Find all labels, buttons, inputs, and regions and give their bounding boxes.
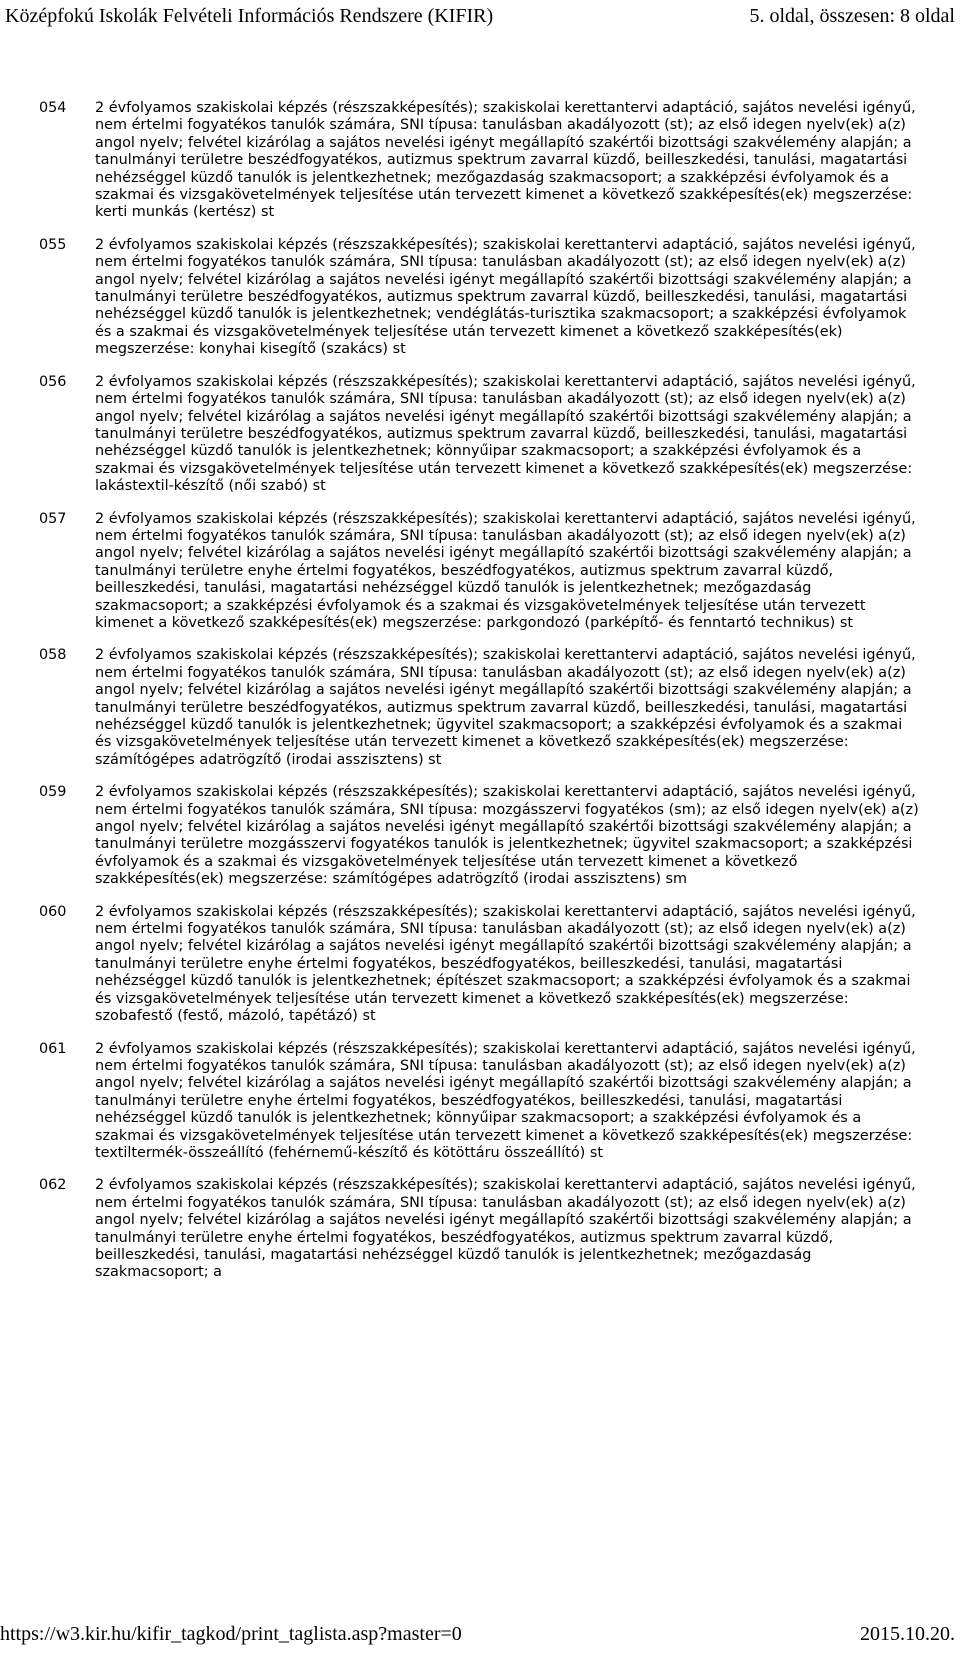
program-description: 2 évfolyamos szakiskolai képzés (részszakképesítés); szakiskolai kerettantervi adaptáció, sajátos nevelési igényű, nem értelmi fogyatékos tanulók számára, SNI típusa: tanulásban akadályozott (st); az első idegen nyelv(ek) a(z) angol nyelv; felvétel kizárólag a sajátos nevelési igényt megállapító szakértői bizottsági szakvélemény alapján; a tanulmányi területre enyhe értelmi fogyatékos, beszédfogyatékos, autizmus spektrum zavarral küzdő, beilleszkedési, tanulási, magatartási nehézséggel küzdő tanulók is jelentkezhetnek; mezőgazdaság szakmacsoport; a szakképzési évfolyamok és a szakmai és vizsgakövetelmények teljesítése után tervezett kimenet a következő szakképesítés(ek) megszerzése: parkgondozó (parképítő- és fenntartó technikus) st xyxy=(95,510,916,631)
program-code: 059 xyxy=(39,784,67,801)
list-item xyxy=(39,904,919,1026)
print-date: 2015.10.20. xyxy=(860,1623,955,1645)
list-item xyxy=(39,1177,919,1281)
program-code: 058 xyxy=(39,647,67,664)
document-title: Középfokú Iskolák Felvételi Információs Rendszere (KIFIR) xyxy=(5,5,494,27)
program-description: 2 évfolyamos szakiskolai képzés (részszakképesítés); szakiskolai kerettantervi adaptáció, sajátos nevelési igényű, nem értelmi fogyatékos tanulók számára, SNI típusa: tanulásban akadályozott (st); az első idegen nyelv(ek) a(z) angol nyelv; felvétel kizárólag a sajátos nevelési igényt megállapító szakértői bizottsági szakvélemény alapján; a tanulmányi területre enyhe értelmi fogyatékos, beszédfogyatékos, autizmus spektrum zavarral küzdő, beilleszkedési, tanulási, magatartási nehézséggel küzdő tanulók is jelentkezhetnek; mezőgazdaság szakmacsoport; a xyxy=(95,1177,916,1281)
program-description: 2 évfolyamos szakiskolai képzés (részszakképesítés); szakiskolai kerettantervi adaptáció, sajátos nevelési igényű, nem értelmi fogyatékos tanulók számára, SNI típusa: tanulásban akadályozott (st); az első idegen nyelv(ek) a(z) angol nyelv; felvétel kizárólag a sajátos nevelési igényt megállapító szakértői bizottsági szakvélemény alapján; a tanulmányi területre enyhe értelmi fogyatékos, beszédfogyatékos, beilleszkedési, tanulási, magatartási nehézséggel küzdő tanulók is jelentkezhetnek; építészet szakmacsoport; a szakképzési évfolyamok és a szakmai és vizsgakövetelmények teljesítése után tervezett kimenet a következő szakképesítés(ek) megszerzése: szobafestő (festő, mázoló, tapétázó) st xyxy=(95,903,916,1025)
list-item xyxy=(39,511,919,633)
source-url: https://w3.kir.hu/kifir_tagkod/print_taglista.asp?master=0 xyxy=(0,1623,462,1645)
program-code: 055 xyxy=(39,236,67,253)
page-footer xyxy=(0,1620,960,1654)
list-item xyxy=(39,374,919,496)
program-code: 060 xyxy=(39,903,67,920)
program-description: 2 évfolyamos szakiskolai képzés (részszakképesítés); szakiskolai kerettantervi adaptáció, sajátos nevelési igényű, nem értelmi fogyatékos tanulók számára, SNI típusa: tanulásban akadályozott (st); az első idegen nyelv(ek) a(z) angol nyelv; felvétel kizárólag a sajátos nevelési igényt megállapító szakértői bizottsági szakvélemény alapján; a tanulmányi területre beszédfogyatékos, autizmus spektrum zavarral küzdő, beilleszkedési, tanulási, magatartási nehézséggel küzdő tanulók is jelentkezhetnek; mezőgazdaság szakmacsoport; a szakképzési évfolyamok és a szakmai és vizsgakövetelmények teljesítése után tervezett kimenet a következő szakképesítés(ek) megszerzése: kerti munkás (kertész) st xyxy=(95,100,916,221)
program-code: 057 xyxy=(39,510,67,527)
list-item xyxy=(39,100,919,222)
program-list xyxy=(39,100,919,1297)
list-item xyxy=(39,647,919,769)
program-description: 2 évfolyamos szakiskolai képzés (részszakképesítés); szakiskolai kerettantervi adaptáció, sajátos nevelési igényű, nem értelmi fogyatékos tanulók számára, SNI típusa: tanulásban akadályozott (st); az első idegen nyelv(ek) a(z) angol nyelv; felvétel kizárólag a sajátos nevelési igényt megállapító szakértői bizottsági szakvélemény alapján; a tanulmányi területre beszédfogyatékos, autizmus spektrum zavarral küzdő, beilleszkedési, tanulási, magatartási nehézséggel küzdő tanulók is jelentkezhetnek; vendéglátás-turisztika szakmacsoport; a szakképzési évfolyamok és a szakmai és vizsgakövetelmények teljesítése után tervezett kimenet a következő szakképesítés(ek) megszerzése: konyhai kisegítő (szakács) st xyxy=(95,236,916,358)
program-code: 062 xyxy=(39,1177,67,1194)
list-item xyxy=(39,784,919,888)
program-code: 054 xyxy=(39,100,67,116)
program-code: 056 xyxy=(39,373,67,390)
page-indicator: 5. oldal, összesen: 8 oldal xyxy=(749,5,955,27)
program-description: 2 évfolyamos szakiskolai képzés (részszakképesítés); szakiskolai kerettantervi adaptáció, sajátos nevelési igényű, nem értelmi fogyatékos tanulók számára, SNI típusa: tanulásban akadályozott (st); az első idegen nyelv(ek) a(z) angol nyelv; felvétel kizárólag a sajátos nevelési igényt megállapító szakértői bizottsági szakvélemény alapján; a tanulmányi területre beszédfogyatékos, autizmus spektrum zavarral küzdő, beilleszkedési, tanulási, magatartási nehézséggel küzdő tanulók is jelentkezhetnek; könnyűipar szakmacsoport; a szakképzési évfolyamok és a szakmai és vizsgakövetelmények teljesítése után tervezett kimenet a következő szakképesítés(ek) megszerzése: lakástextil-készítő (női szabó) st xyxy=(95,373,916,495)
program-description: 2 évfolyamos szakiskolai képzés (részszakképesítés); szakiskolai kerettantervi adaptáció, sajátos nevelési igényű, nem értelmi fogyatékos tanulók számára, SNI típusa: tanulásban akadályozott (st); az első idegen nyelv(ek) a(z) angol nyelv; felvétel kizárólag a sajátos nevelési igényt megállapító szakértői bizottsági szakvélemény alapján; a tanulmányi területre beszédfogyatékos, autizmus spektrum zavarral küzdő, beilleszkedési, tanulási, magatartási nehézséggel küzdő tanulók is jelentkezhetnek; ügyvitel szakmacsoport; a szakképzési évfolyamok és a szakmai és vizsgakövetelmények teljesítése után tervezett kimenet a következő szakképesítés(ek) megszerzése: számítógépes adatrögzítő (irodai asszisztens) st xyxy=(95,647,916,768)
program-code: 061 xyxy=(39,1040,67,1057)
list-item xyxy=(39,1041,919,1163)
program-description: 2 évfolyamos szakiskolai képzés (részszakképesítés); szakiskolai kerettantervi adaptáció, sajátos nevelési igényű, nem értelmi fogyatékos tanulók számára, SNI típusa: mozgásszervi fogyatékos (sm); az első idegen nyelv(ek) a(z) angol nyelv; felvétel kizárólag a sajátos nevelési igényt megállapító szakértői bizottsági szakvélemény alapján; a tanulmányi területre mozgásszervi fogyatékos tanulók is jelentkezhetnek; ügyvitel szakmacsoport; a szakképzési évfolyamok és a szakmai és vizsgakövetelmények teljesítése után tervezett kimenet a következő szakképesítés(ek) megszerzése: számítógépes adatrögzítő (irodai asszisztens) sm xyxy=(95,784,919,888)
page-header xyxy=(0,0,960,40)
list-item xyxy=(39,237,919,359)
program-description: 2 évfolyamos szakiskolai képzés (részszakképesítés); szakiskolai kerettantervi adaptáció, sajátos nevelési igényű, nem értelmi fogyatékos tanulók számára, SNI típusa: tanulásban akadályozott (st); az első idegen nyelv(ek) a(z) angol nyelv; felvétel kizárólag a sajátos nevelési igényt megállapító szakértői bizottsági szakvélemény alapján; a tanulmányi területre enyhe értelmi fogyatékos, beszédfogyatékos, beilleszkedési, tanulási, magatartási nehézséggel küzdő tanulók is jelentkezhetnek; könnyűipar szakmacsoport; a szakképzési évfolyamok és a szakmai és vizsgakövetelmények teljesítése után tervezett kimenet a következő szakképesítés(ek) megszerzése: textiltermék-összeállító (fehérnemű-készítő és kötöttáru összeállító) st xyxy=(95,1040,916,1161)
